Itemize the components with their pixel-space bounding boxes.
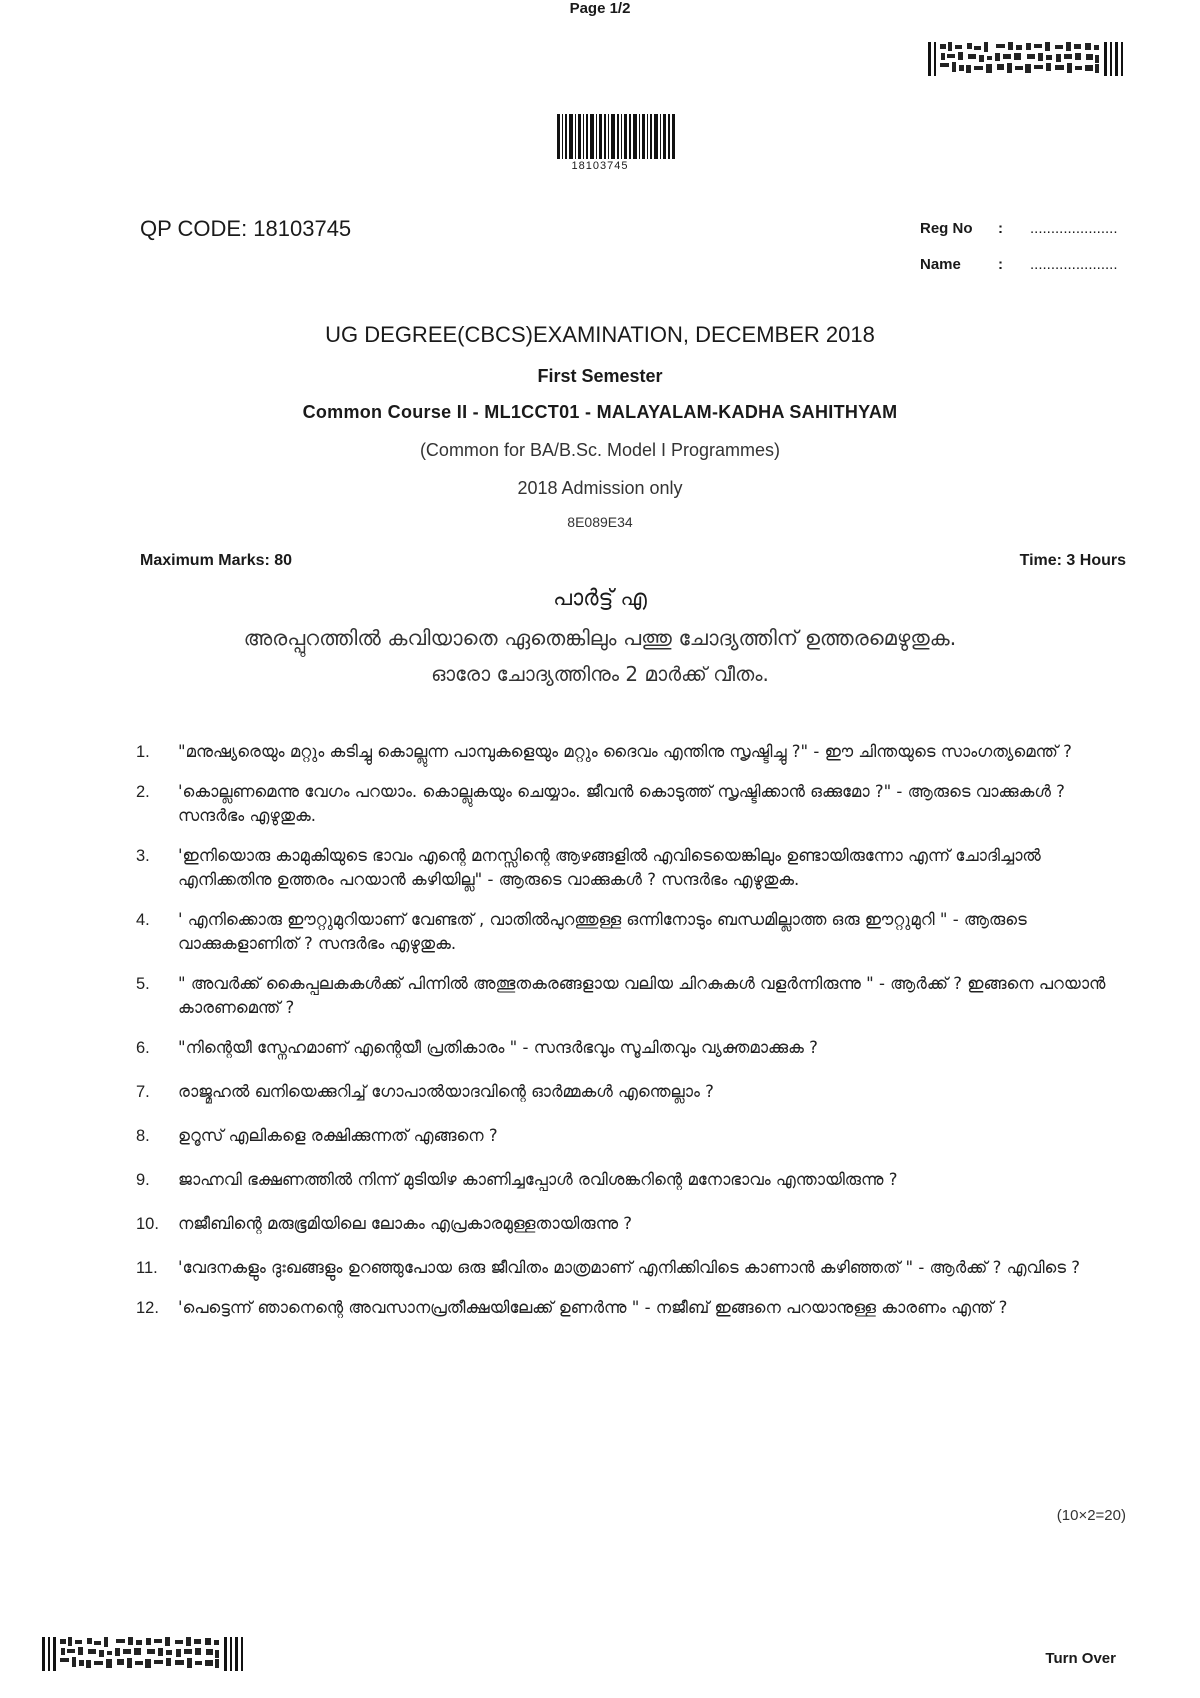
question-item [136, 1256, 1126, 1280]
question-number: 8. [136, 1127, 150, 1145]
course-title: Common Course II - ML1CCT01 - MALAYALAM-KADHA SAHITHYAM [302, 402, 898, 422]
question-text: ' എനിക്കൊരു ഈറ്റുമുറിയാണ് വേണ്ടത് , വാതിൽപുറത്തുള്ള ഒന്നിനോടും ബന്ധമില്ലാത്ത ഒരു ഈറ്റുമുറി " - ആരുടെ വാക്കുകളാണിത് ? സന്ദർഭം എഴുതുക. [178, 910, 1027, 953]
question-list [136, 740, 1126, 1320]
page-number: Page 1/2 [569, 0, 631, 17]
question-text: 'വേദനകളും ദുഃഖങ്ങളും ഉറഞ്ഞുപോയ ഒരു ജീവിതം മാത്രമാണ് എനിക്കിവിടെ കാണാൻ കഴിഞ്ഞത് " - ആർക്ക് ? എവിടെ ? [178, 1258, 1081, 1277]
question-text: "മനുഷ്യരെയും മറ്റും കടിച്ചു കൊല്ലുന്ന പാമ്പുകളെയും മറ്റും ദൈവം എന്തിനു സൃഷ്ടിച്ചു ?" - ഈ ചിന്തയുടെ സാംഗത്യമെന്ത് ? [178, 742, 1072, 761]
question-number: 9. [136, 1171, 150, 1189]
question-item [136, 1212, 1126, 1236]
question-item [136, 1080, 1126, 1104]
question-text: " അവർക്ക് കൈപ്പലകകൾക്ക് പിന്നിൽ അത്ഭുതകരങ്ങളായ വലിയ ചിറകുകൾ വളർന്നിരുന്നു " - ആർക്ക് ? ഇങ്ങനെ പറയാൻ കാരണമെന്ത് ? [178, 974, 1106, 1017]
qp-code: QP CODE: 18103745 [140, 216, 352, 241]
paper-code: 8E089E34 [567, 514, 633, 530]
question-number: 7. [136, 1083, 150, 1101]
question-number: 4. [136, 911, 150, 929]
part-title: പാർട്ട് എ [553, 586, 647, 611]
exam-title: UG DEGREE(CBCS)EXAMINATION, DECEMBER 2018 [325, 322, 875, 347]
name-label: Name [920, 256, 961, 273]
question-item [136, 972, 1126, 1020]
question-number: 3. [136, 847, 150, 865]
question-text: "നിന്റെയീ സ്നേഹമാണ് എന്റെയീ പ്രതികാരം " - സന്ദർഭവും സൂചിതവും വ്യക്തമാക്കുക ? [178, 1038, 818, 1057]
question-item [136, 1124, 1126, 1148]
name-colon: : [998, 256, 1003, 273]
question-item [136, 908, 1126, 956]
common-for: (Common for BA/B.Sc. Model I Programmes) [419, 440, 781, 460]
marks-scheme: (10×2=20) [1056, 1507, 1126, 1524]
question-item [136, 1036, 1126, 1060]
part-instruction-2: ഓരോ ചോദ്യത്തിനും 2 മാർക്ക് വീതം. [431, 662, 769, 686]
question-number: 6. [136, 1039, 150, 1057]
question-text: നജീബിന്റെ മരുഭൂമിയിലെ ലോകം എപ്രകാരമുള്ളതായിരുന്നു ? [178, 1214, 633, 1233]
question-text: ഉറൂസ് എലികളെ രക്ഷിക്കുന്നത് എങ്ങനെ ? [178, 1126, 498, 1145]
reg-no-row [920, 220, 1118, 237]
part-instruction-1: അരപ്പുറത്തിൽ കവിയാതെ ഏതെങ്കിലും പത്തു ചോദ്യത്തിന് ഉത്തരമെഴുതുക. [243, 626, 957, 650]
question-item [136, 844, 1126, 892]
question-text: രാജ്മഹൽ ഖനിയെക്കുറിച്ച് ഗോപാൽയാദവിന്റെ ഓർമ്മകൾ എന്തെല്ലാം ? [178, 1082, 714, 1101]
question-number: 2. [136, 783, 150, 801]
question-number: 10. [136, 1215, 159, 1233]
question-number: 5. [136, 975, 150, 993]
question-item [136, 1168, 1126, 1192]
exam-time: Time: 3 Hours [1019, 552, 1126, 569]
question-number: 11. [136, 1259, 158, 1277]
question-number: 1. [136, 743, 150, 761]
name-blank: ..................... [1030, 256, 1118, 273]
reg-no-label: Reg No [920, 220, 973, 237]
semester: First Semester [537, 366, 663, 386]
question-item [136, 1296, 1126, 1320]
reg-no-colon: : [998, 220, 1003, 237]
question-text: 'ഇനിയൊരു കാമുകിയുടെ ഭാവം എന്റെ മനസ്സിന്റെ ആഴങ്ങളിൽ എവിടെയെങ്കിലും ഉണ്ടായിരുന്നോ എന്ന് ചോദിച്ചാൽ എനിക്കതിനു ഉത്തരം പറയാൻ കഴിയില്ല" - ആരുടെ വാക്കുകൾ ? സന്ദർഭം എഴുതുക. [178, 846, 1041, 889]
question-text: 'കൊല്ലണമെന്നു വേഗം പറയാം. കൊല്ലുകയും ചെയ്യാം. ജീവൻ കൊടുത്ത് സൃഷ്ടിക്കാൻ ഒക്കുമോ ?" - ആരുടെ വാക്കുകൾ ? സന്ദർഭം എഴുതുക. [178, 782, 1065, 825]
barcode-number: 18103745 [571, 160, 629, 172]
question-text: ജാഹ്നവി ഭക്ഷണത്തിൽ നിന്ന് മുടിയിഴ കാണിച്ചപ്പോൾ രവിശങ്കറിന്റെ മനോഭാവം എന്തായിരുന്നു ? [178, 1170, 898, 1189]
question-item [136, 740, 1126, 764]
reg-no-blank: ..................... [1030, 220, 1118, 237]
maximum-marks: Maximum Marks: 80 [140, 552, 293, 569]
question-text: 'പെട്ടെന്ന് ഞാനെന്റെ അവസാനപ്രതീക്ഷയിലേക്ക് ഉണർന്നു " - നജീബ് ഇങ്ങനെ പറയാനുള്ള കാരണം എന്ത് ? [178, 1298, 1008, 1317]
question-number: 12. [136, 1299, 159, 1317]
bottom-left-barcode [42, 1637, 246, 1671]
turn-over-note: Turn Over [1045, 1650, 1116, 1667]
question-item [136, 780, 1126, 828]
name-row [920, 256, 1118, 273]
admission-note: 2018 Admission only [517, 478, 683, 498]
center-barcode [557, 114, 675, 159]
top-right-barcode [928, 42, 1128, 76]
